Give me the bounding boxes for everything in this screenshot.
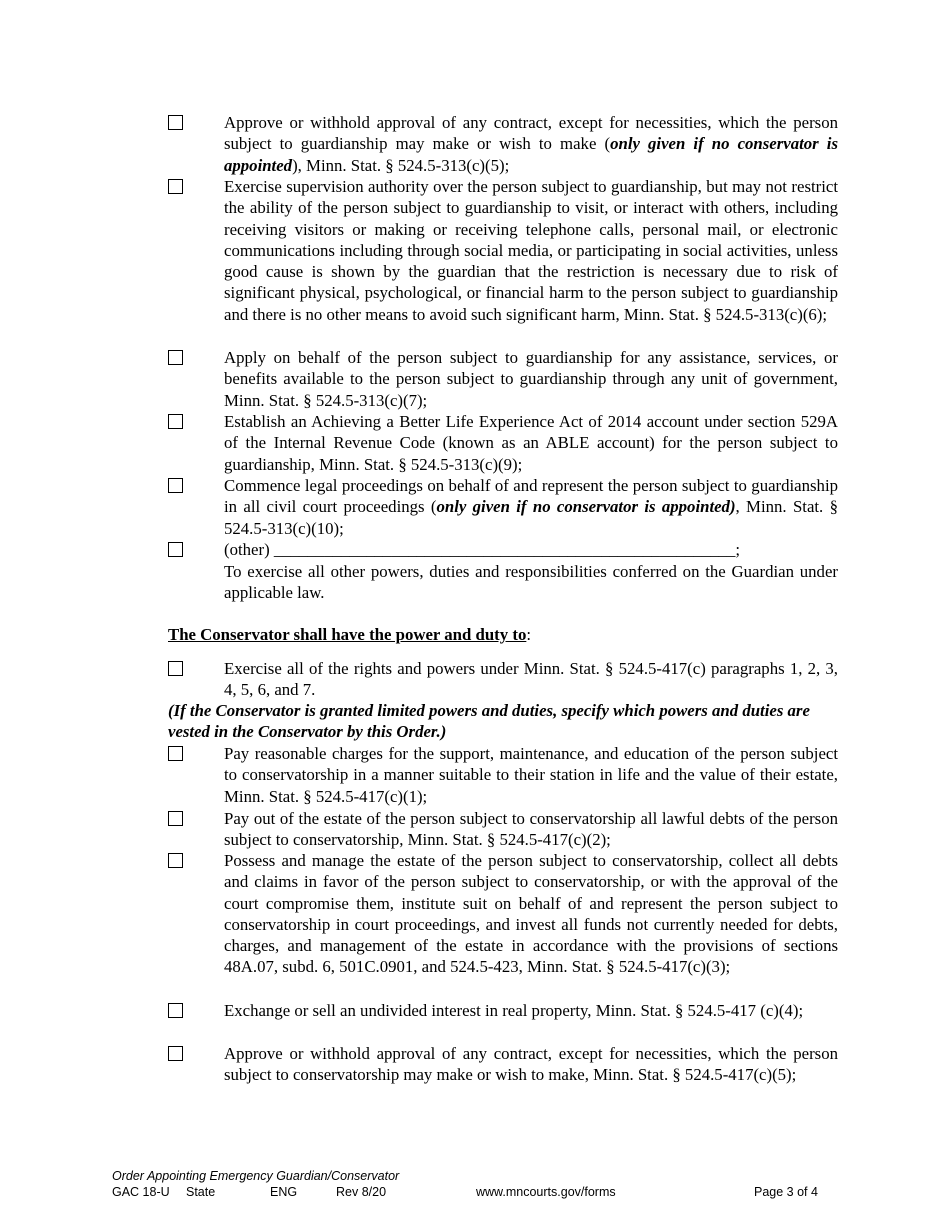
checkbox[interactable] (168, 746, 183, 761)
guardian-closing-text: To exercise all other powers, duties and responsibilities conferred on the Guardian under applicable law. (224, 562, 838, 603)
checkbox[interactable] (168, 661, 183, 676)
footer-page-number: Page 3 of 4 (754, 1185, 818, 1199)
checkbox[interactable] (168, 478, 183, 493)
footer-info (112, 1184, 832, 1200)
checkbox[interactable] (168, 1046, 183, 1061)
footer-website[interactable]: www.mncourts.gov/forms (476, 1185, 616, 1199)
checkbox[interactable] (168, 414, 183, 429)
checkbox[interactable] (168, 542, 183, 557)
conservator-heading: The Conservator shall have the power and duty to: (168, 625, 532, 644)
document-page: Approve or withhold approval of any contract, except for necessities, which the person subject to guardianship may make or wish to make (only given if no conservator is appointed), Minn. Stat. § 524.5-313(c)(5); Exercise supervision authority over the person subject to guardianship, but may not restrict the ability of the person subject to guardianship to visit, or interact with others, including receiving visitors or making or receiving telephone calls, personal mail, or electronic communications including through social media, or participating in social activities, unless good cause is shown by the guardian that the restriction is necessary due to risk of significant physical, psychological, or financial harm to the person subject to guardianship and there is no other means to avoid such significant harm, Minn. Stat. § 524.5-313(c)(6); Apply on behalf of the person subject to guardianship for any assistance, services, or benefits available to the person subject to guardianship through any unit of government, Minn. Stat. § 524.5-313(c)(7); Establish an Achieving a Better Life Experience Act of 2014 account under section 529A of the Internal Revenue Code (known as an ABLE account) for the person subject to guardianship, Minn. Stat. § 524.5-313(c)(9); Commence legal proceedings on behalf of and represent the person subject to guardianship in all civil court proceedings (only given if no conservator is appointed), Minn. Stat. § 524.5-313(c)(10); (other) _______________________________________________________; To exercise all other powers, duties and responsibilities conferred on the Guardian under applicable law. The Conservator shall have the power and duty to: Exercise all of the rights and powers under Minn. Stat. § 524.5-417(c) paragraphs 1, 2, 3, 4, 5, 6, and 7. (If the Conservator is granted limited powers and duties, specify which powers and duties are vested in the Conservator by this Order.) Pay reasonable charges for the support, maintenance, and education of the person subject to conservatorship in a manner suitable to their station in life and the value of their estate, Minn. Stat. § 524.5-417(c)(1); Pay out of the estate of the person subject to conservatorship all lawful debts of the person subject to conservatorship, Minn. Stat. § 524.5-417(c)(2); Possess and manage the estate of the person subject to conservatorship, collect all debts and claims in favor of the person subject to conservatorship, or with the approval of the court compromise them, institute suit on behalf of and represent the person subject to conservatorship in court proceedings, and invest all funds not currently needed for debts, charges, and management of the estate in accordance with the provisions of sections 48A.07, subd. 6, 501C.0901, and 524.5-423, Minn. Stat. § 524.5-417(c)(3); Exchange or sell an undivided interest in real property, Minn. Stat. § 524.5-417 (c)(4); Approve or withhold approval of any contract, except for necessities, which the person subject to conservatorship may make or wish to make, Minn. Stat. § 524.5-417(c)(5); Order Appointing Emergency Guardian/Conservator GAC 18-U State ENG Rev 8/20 www.mncourts.gov/forms Page 3 of 4 (112, 113, 838, 1199)
conservator-limited-note: (If the Conservator is granted limited powers and duties, specify which powers and duties are vested in the Conservator by this Order.) (168, 701, 810, 742)
footer-form-title: Order Appointing Emergency Guardian/Conservator (112, 1169, 400, 1183)
checkbox[interactable] (168, 853, 183, 868)
checkbox[interactable] (168, 1003, 183, 1018)
checkbox[interactable] (168, 350, 183, 365)
checkbox[interactable] (168, 179, 183, 194)
checkbox[interactable] (168, 811, 183, 826)
footer-form-code: GAC 18-U (112, 1185, 170, 1199)
checkbox[interactable] (168, 115, 183, 130)
footer-language: ENG (270, 1185, 298, 1199)
footer-jurisdiction: State (186, 1185, 216, 1199)
footer-revision: Rev 8/20 (336, 1185, 387, 1199)
